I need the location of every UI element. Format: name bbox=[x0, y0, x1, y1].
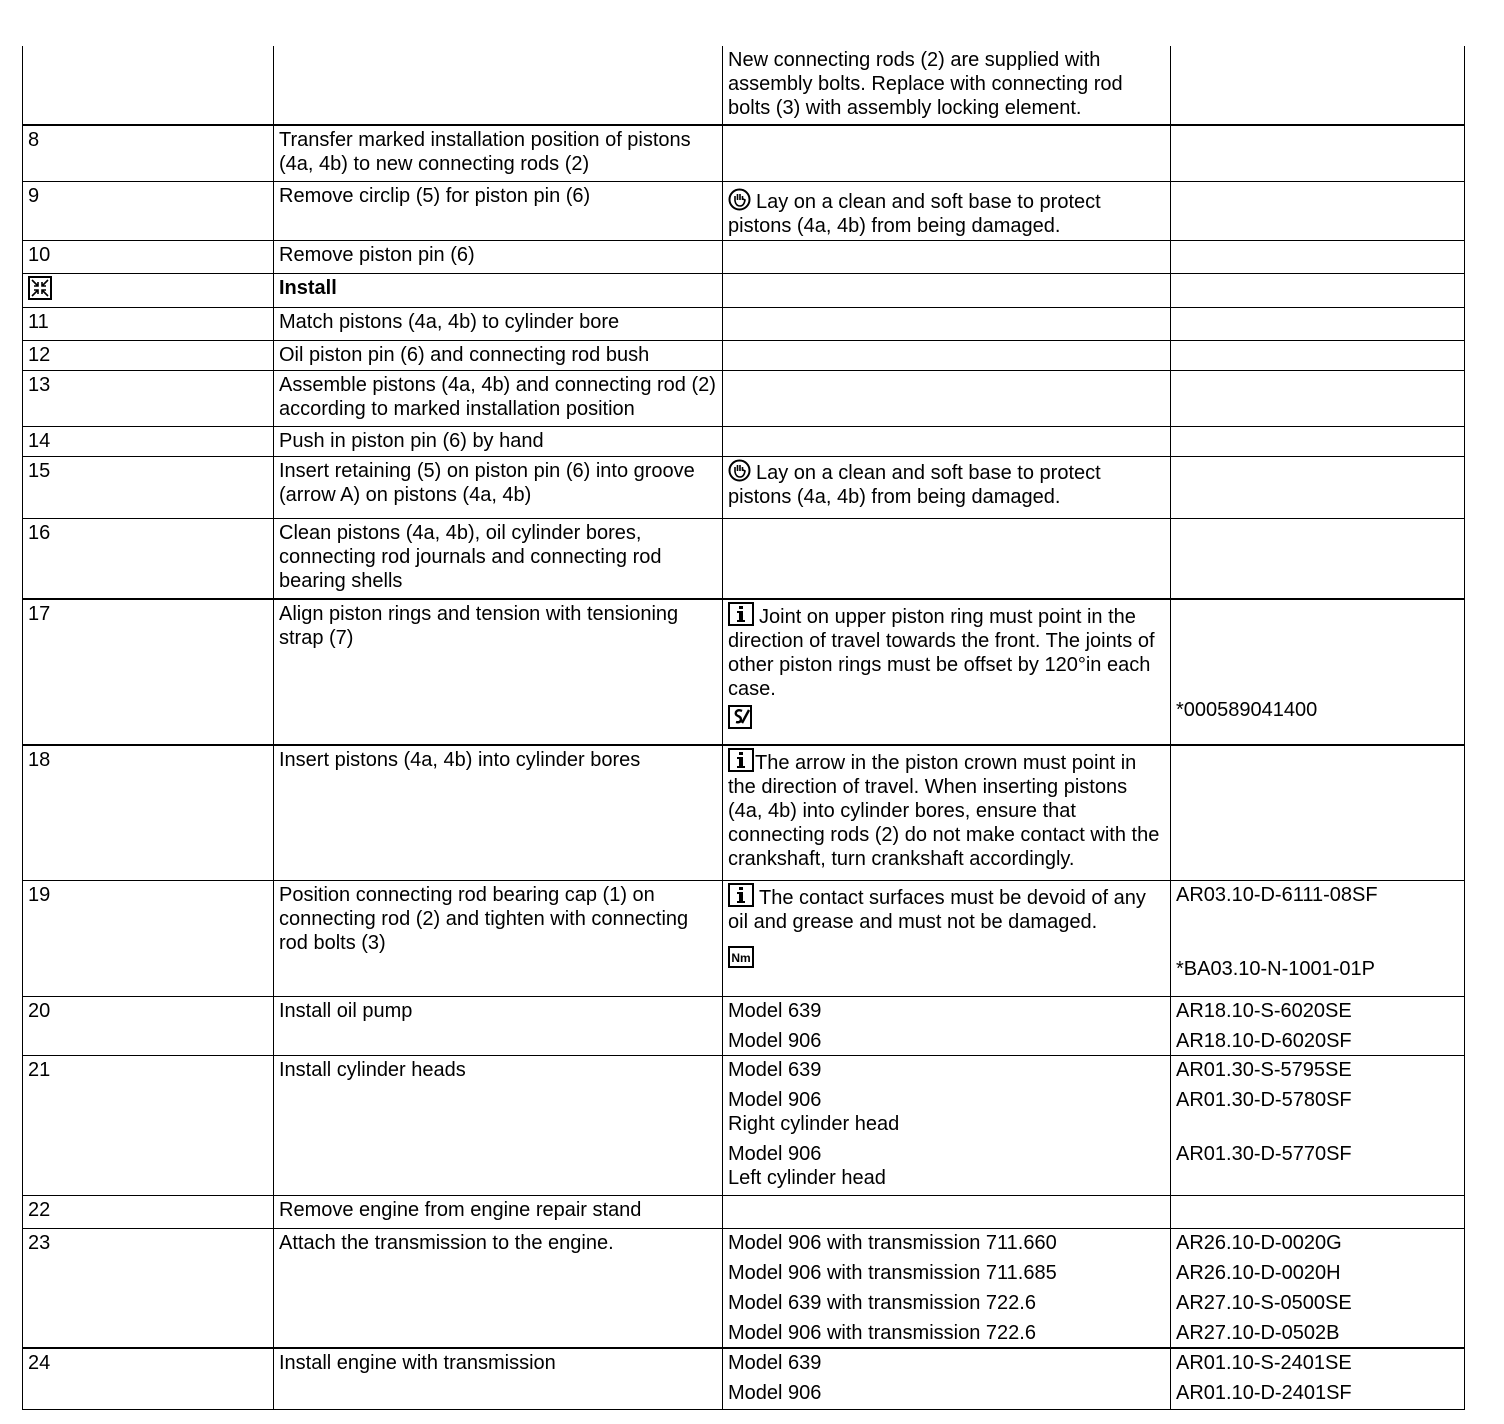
reference-code: AR26.10-D-0020G bbox=[1176, 1231, 1342, 1254]
action-cell: Push in piston pin (6) by hand bbox=[274, 426, 723, 456]
reference-code: AR27.10-D-0502B bbox=[1176, 1321, 1340, 1344]
note-text: Model 906 with transmission 711.660 bbox=[728, 1231, 1057, 1254]
refs-cell bbox=[1171, 518, 1465, 599]
action-cell: Position connecting rod bearing cap (1) on connecting rod (2) and tighten with connecting rod bolts (3) bbox=[274, 880, 723, 996]
reference-code: AR01.30-D-5770SF bbox=[1176, 1142, 1352, 1165]
refs-cell bbox=[1171, 181, 1465, 240]
action-cell: Clean pistons (4a, 4b), oil cylinder bores, connecting rod journals and connecting rod bearing shells bbox=[274, 518, 723, 599]
reference-code: AR18.10-S-6020SE bbox=[1176, 999, 1352, 1022]
action-cell: Match pistons (4a, 4b) to cylinder bore bbox=[274, 307, 723, 340]
notes-cell bbox=[723, 880, 1171, 996]
note-text: Right cylinder head bbox=[728, 1112, 900, 1135]
procedure-table bbox=[22, 46, 1465, 1410]
table-row bbox=[23, 125, 1465, 181]
table-row bbox=[23, 46, 1465, 125]
table-row bbox=[23, 880, 1465, 996]
svg-text:Nm: Nm bbox=[731, 950, 751, 965]
step-cell: 23 bbox=[23, 1228, 274, 1348]
install-icon bbox=[28, 276, 52, 300]
caution-hand-icon bbox=[728, 459, 751, 482]
caution-hand-icon bbox=[728, 188, 751, 211]
table-row bbox=[23, 996, 1465, 1055]
step-cell: 19 bbox=[23, 880, 274, 996]
action-cell: Remove piston pin (6) bbox=[274, 240, 723, 273]
reference-code: AR03.10-D-6111-08SF bbox=[1176, 883, 1378, 906]
note-text: Model 906 bbox=[728, 1142, 822, 1165]
note-text: Model 639 bbox=[728, 1351, 822, 1374]
action-cell: Attach the transmission to the engine. bbox=[274, 1228, 723, 1348]
torque-nm-icon bbox=[728, 946, 754, 968]
notes-cell bbox=[723, 181, 1171, 240]
special-tool-icon bbox=[728, 705, 752, 729]
table-row bbox=[23, 426, 1465, 456]
notes-cell bbox=[723, 1228, 1171, 1348]
reference-code: AR01.10-D-2401SF bbox=[1176, 1381, 1352, 1404]
refs-cell bbox=[1171, 340, 1465, 370]
notes-cell bbox=[723, 46, 1171, 125]
table-row bbox=[23, 745, 1465, 880]
note-text: The arrow in the piston crown must point in the direction of travel. When inserting pistons (4a, 4b) into cylinder bores, ensure that connecting rods (2) do not make contact with the crankshaft, turn crankshaft accordingly. bbox=[728, 752, 1160, 870]
notes-cell bbox=[723, 1195, 1171, 1228]
note-text: Model 639 with transmission 722.6 bbox=[728, 1291, 1036, 1314]
action-cell: Remove circlip (5) for piston pin (6) bbox=[274, 181, 723, 240]
step-cell bbox=[23, 273, 274, 307]
notes-cell bbox=[723, 745, 1171, 880]
refs-cell bbox=[1171, 240, 1465, 273]
step-cell: 16 bbox=[23, 518, 274, 599]
notes-cell bbox=[723, 125, 1171, 181]
action-cell: Install oil pump bbox=[274, 996, 723, 1055]
step-cell: 24 bbox=[23, 1348, 274, 1410]
notes-cell bbox=[723, 240, 1171, 273]
tool-line bbox=[728, 705, 1165, 732]
notes-cell bbox=[723, 426, 1171, 456]
note-text: Lay on a clean and soft base to protect pistons (4a, 4b) from being damaged. bbox=[728, 190, 1101, 237]
table-row bbox=[23, 370, 1465, 426]
refs-cell bbox=[1171, 456, 1465, 518]
table-row bbox=[23, 518, 1465, 599]
note-text: Model 906 bbox=[728, 1029, 822, 1052]
note-text: The contact surfaces must be devoid of any oil and grease and must not be damaged. bbox=[728, 886, 1146, 933]
note-text: bolts (3) with assembly locking element. bbox=[728, 97, 1082, 119]
refs-cell bbox=[1171, 996, 1465, 1055]
action-cell: Oil piston pin (6) and connecting rod bush bbox=[274, 340, 723, 370]
reference-code: AR26.10-D-0020H bbox=[1176, 1261, 1341, 1284]
section-heading: Install bbox=[274, 273, 723, 307]
notes-cell bbox=[723, 456, 1171, 518]
table-row bbox=[23, 599, 1465, 745]
refs-cell bbox=[1171, 1195, 1465, 1228]
table-row bbox=[23, 1228, 1465, 1348]
note-text: Lay on a clean and soft base to protect pistons (4a, 4b) from being damaged. bbox=[728, 461, 1101, 508]
step-cell: 15 bbox=[23, 456, 274, 518]
refs-cell bbox=[1171, 46, 1465, 125]
reference-code: AR01.10-S-2401SE bbox=[1176, 1351, 1352, 1374]
step-cell: 22 bbox=[23, 1195, 274, 1228]
notes-cell bbox=[723, 307, 1171, 340]
step-cell: 17 bbox=[23, 599, 274, 745]
reference-code: AR01.30-D-5780SF bbox=[1176, 1088, 1352, 1111]
action-cell: Install cylinder heads bbox=[274, 1055, 723, 1195]
step-cell bbox=[23, 46, 274, 125]
action-cell: Insert pistons (4a, 4b) into cylinder bores bbox=[274, 745, 723, 880]
refs-cell bbox=[1171, 1348, 1465, 1410]
notes-cell bbox=[723, 340, 1171, 370]
step-cell: 18 bbox=[23, 745, 274, 880]
reference-code: AR01.30-S-5795SE bbox=[1176, 1058, 1352, 1081]
refs-cell bbox=[1171, 370, 1465, 426]
action-cell: Transfer marked installation position of pistons (4a, 4b) to new connecting rods (2) bbox=[274, 125, 723, 181]
table-row bbox=[23, 1348, 1465, 1410]
notes-cell bbox=[723, 273, 1171, 307]
note-text: Left cylinder head bbox=[728, 1166, 886, 1189]
reference-code: AR27.10-S-0500SE bbox=[1176, 1291, 1352, 1314]
note-text: assembly bolts. Replace with connecting rod bbox=[728, 73, 1123, 95]
info-icon bbox=[728, 748, 754, 772]
note-text: Joint on upper piston ring must point in the direction of travel towards the front. The joints of other piston rings must be offset by 120°in each case. bbox=[728, 606, 1155, 700]
table-row bbox=[23, 273, 1465, 307]
step-cell: 20 bbox=[23, 996, 274, 1055]
notes-cell bbox=[723, 1055, 1171, 1195]
info-icon bbox=[728, 602, 754, 626]
note-text: Model 906 with transmission 722.6 bbox=[728, 1321, 1036, 1344]
action-cell: Remove engine from engine repair stand bbox=[274, 1195, 723, 1228]
refs-cell bbox=[1171, 599, 1465, 745]
step-cell: 13 bbox=[23, 370, 274, 426]
table-row bbox=[23, 456, 1465, 518]
notes-cell bbox=[723, 599, 1171, 745]
notes-cell bbox=[723, 996, 1171, 1055]
notes-cell bbox=[723, 518, 1171, 599]
refs-cell bbox=[1171, 1228, 1465, 1348]
step-cell: 11 bbox=[23, 307, 274, 340]
refs-cell bbox=[1171, 426, 1465, 456]
note-text: New connecting rods (2) are supplied with bbox=[728, 49, 1101, 71]
step-cell: 14 bbox=[23, 426, 274, 456]
refs-cell bbox=[1171, 1055, 1465, 1195]
reference-code: AR18.10-D-6020SF bbox=[1176, 1029, 1352, 1052]
table-row bbox=[23, 240, 1465, 273]
reference-code: *BA03.10-N-1001-01P bbox=[1176, 957, 1376, 980]
note-text: Model 906 with transmission 711.685 bbox=[728, 1261, 1057, 1284]
table-row bbox=[23, 307, 1465, 340]
action-cell: Install engine with transmission bbox=[274, 1348, 723, 1410]
note-text: Model 639 bbox=[728, 999, 822, 1022]
note-text: Model 639 bbox=[728, 1058, 822, 1081]
notes-cell bbox=[723, 370, 1171, 426]
refs-cell bbox=[1171, 307, 1465, 340]
action-cell: Assemble pistons (4a, 4b) and connecting rod (2) according to marked installation position bbox=[274, 370, 723, 426]
refs-cell bbox=[1171, 745, 1465, 880]
step-cell: 10 bbox=[23, 240, 274, 273]
table-row bbox=[23, 340, 1465, 370]
step-cell: 8 bbox=[23, 125, 274, 181]
table-row bbox=[23, 181, 1465, 240]
note-text: Model 906 bbox=[728, 1381, 822, 1404]
action-cell bbox=[274, 46, 723, 125]
refs-cell bbox=[1171, 880, 1465, 996]
step-cell: 12 bbox=[23, 340, 274, 370]
info-icon bbox=[728, 883, 754, 907]
step-cell: 9 bbox=[23, 181, 274, 240]
table-row bbox=[23, 1195, 1465, 1228]
notes-cell bbox=[723, 1348, 1171, 1410]
table-row bbox=[23, 1055, 1465, 1195]
action-cell: Align piston rings and tension with tensioning strap (7) bbox=[274, 599, 723, 745]
note-text: Model 906 bbox=[728, 1088, 822, 1111]
reference-code: *000589041400 bbox=[1176, 699, 1318, 721]
torque-line bbox=[728, 946, 1165, 971]
refs-cell bbox=[1171, 125, 1465, 181]
action-cell: Insert retaining (5) on piston pin (6) into groove (arrow A) on pistons (4a, 4b) bbox=[274, 456, 723, 518]
refs-cell bbox=[1171, 273, 1465, 307]
step-cell: 21 bbox=[23, 1055, 274, 1195]
